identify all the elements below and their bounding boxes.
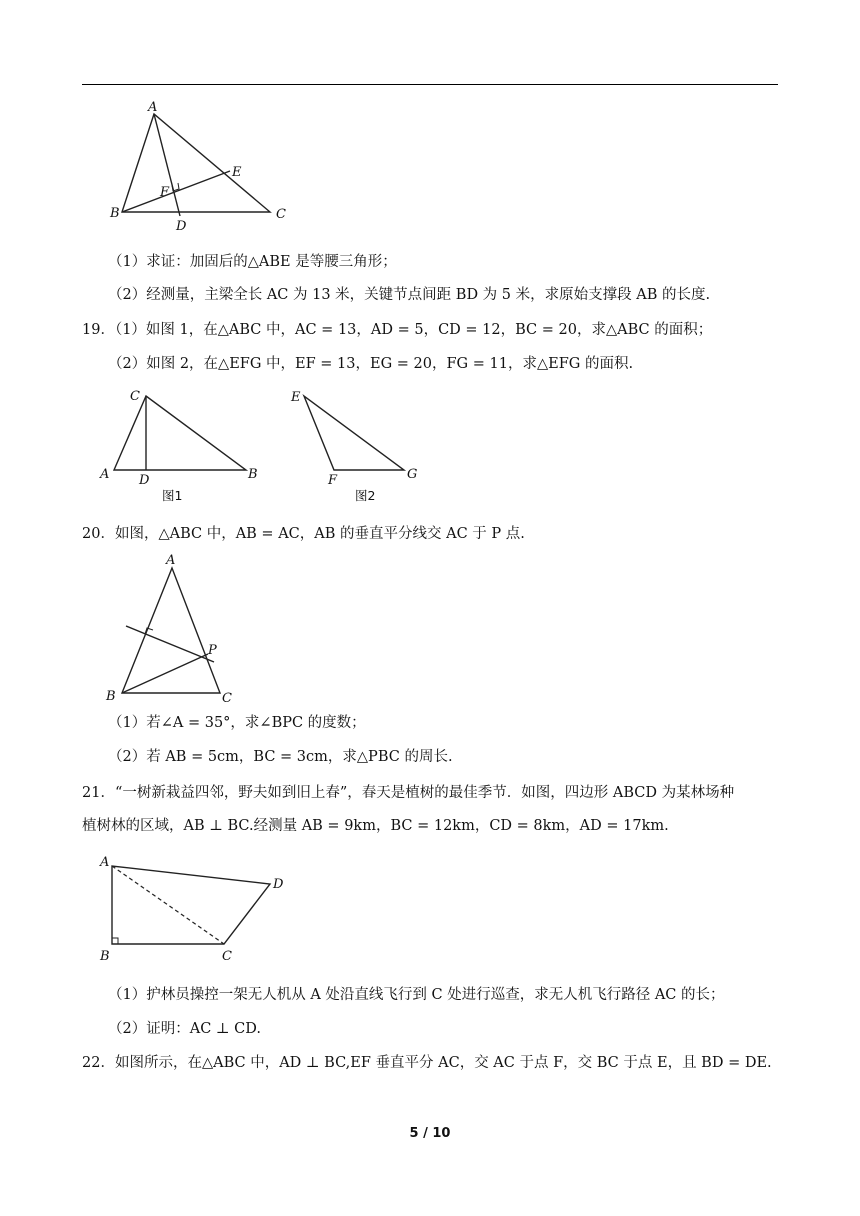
fig1-label-b: B: [248, 467, 258, 482]
q20-part1: （1）若∠A = 35°，求∠BPC 的度数；: [108, 715, 366, 731]
fig1-label-a: A: [100, 467, 110, 482]
figure-q21: [96, 846, 296, 970]
q20-part2: （2）若 AB = 5cm，BC = 3cm，求△PBC 的周长.: [108, 749, 453, 765]
label-c: C: [222, 949, 232, 964]
q19-line1: 19．（1）如图 1，在△ABC 中，AC = 13，AD = 5，CD = 12，BC = 20，求△ABC 的面积；: [82, 322, 713, 338]
fig2-caption: 图2: [355, 488, 376, 503]
label-a: A: [148, 100, 158, 115]
label-d: D: [273, 877, 284, 892]
label-e: E: [232, 165, 242, 180]
q18-part1: （1）求证：加固后的△ABE 是等腰三角形；: [108, 254, 397, 270]
figure-q19: [96, 384, 436, 508]
q21-part2: （2）证明：AC ⊥ CD.: [108, 1021, 261, 1037]
q21-line1: 21．“一树新栽益四邻，野夫如到旧上春”，春天是植树的最佳季节．如图，四边形 ABCD 为某林场种: [82, 785, 735, 801]
q18-part2: （2）经测量，主梁全长 AC 为 13 米，关键节点间距 BD 为 5 米，求原始支撑段 AB 的长度.: [108, 287, 711, 303]
q22-line1: 22．如图所示，在△ABC 中，AD ⊥ BC,EF 垂直平分 AC，交 AC 于点 F，交 BC 于点 E，且 BD = DE.: [82, 1055, 772, 1071]
triangle-abc-diagram: [100, 98, 300, 238]
label-a: A: [100, 855, 110, 870]
q19-diagrams: [96, 384, 436, 508]
label-c: C: [222, 691, 232, 706]
figure-q18: [100, 98, 300, 238]
fig1-caption: 图1: [162, 488, 183, 503]
fig1-label-d: D: [139, 473, 150, 488]
fig1-label-c: C: [130, 389, 140, 404]
figure-q20: [100, 548, 250, 708]
fig2-label-f: F: [328, 473, 338, 488]
label-b: B: [110, 206, 120, 221]
header-rule: [82, 84, 778, 85]
isosceles-triangle-diagram: [100, 548, 250, 708]
q21-part1: （1）护林员操控一架无人机从 A 处沿直线飞行到 C 处进行巡查，求无人机飞行路径 AC 的长；: [108, 987, 725, 1003]
q20-line1: 20．如图，△ABC 中，AB = AC，AB 的垂直平分线交 AC 于 P 点.: [82, 526, 525, 542]
q19-line2: （2）如图 2，在△EFG 中，EF = 13，EG = 20，FG = 11，求△EFG 的面积.: [108, 356, 634, 372]
fig2-label-e: E: [291, 390, 301, 405]
q21-line2: 植树林的区域，AB ⊥ BC.经测量 AB = 9km，BC = 12km，CD = 8km，AD = 17km.: [82, 818, 669, 834]
label-b: B: [100, 949, 110, 964]
label-b: B: [106, 689, 116, 704]
page-number: 5 / 10: [409, 1126, 451, 1141]
label-p: P: [208, 643, 217, 658]
quadrilateral-abcd-diagram: [96, 846, 296, 970]
label-c: C: [276, 207, 286, 222]
label-d: D: [176, 219, 187, 234]
label-f: F: [160, 185, 170, 200]
label-a: A: [166, 553, 176, 568]
fig2-label-g: G: [407, 467, 418, 482]
